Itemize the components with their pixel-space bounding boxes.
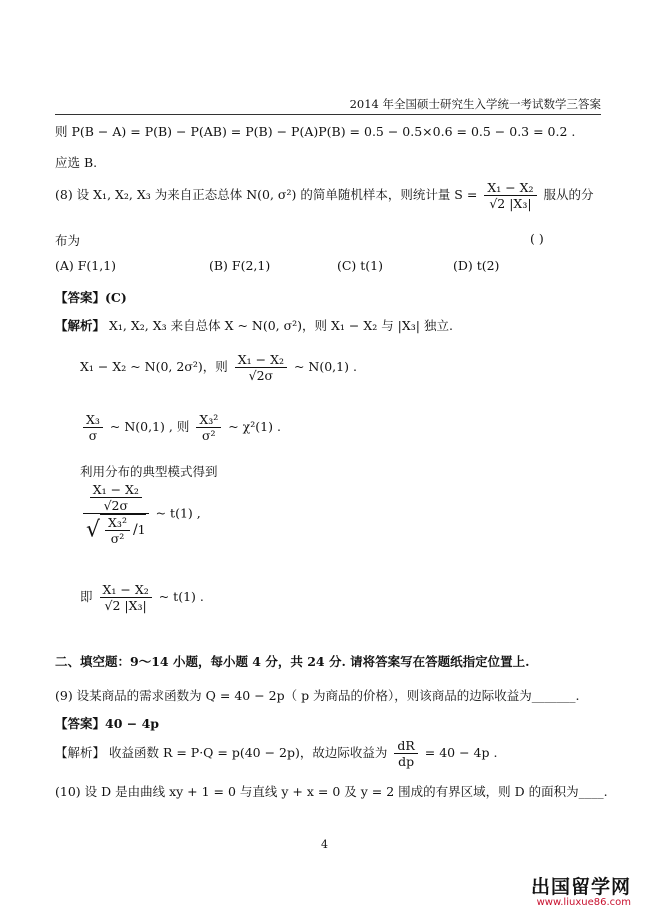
q8-analysis-6-denominator: √2 |X₃| [104,598,147,613]
page-number: 4 [321,838,328,851]
q8-stem-pre: (8) 设 X₁, X₂, X₃ 为来自正态总体 N(0, σ²) 的简单随机样本，则统计量 S = [55,187,478,202]
q8-analysis-3-denominator-2: σ² [202,428,216,443]
watermark [531,872,631,908]
q8-stem-continued: 布为 [55,233,81,248]
q8-analysis-6-pre: 即 [80,589,93,604]
q9-analysis-pre: 【解析】 收益函数 R = P·Q = p(40 − 2p)，故边际收益为 [55,745,388,760]
q8-analysis-label: 【解析】 [55,318,106,333]
watermark-text: 出国留学网 [530,876,631,898]
q8-analysis-6-fraction [100,582,152,613]
q8-analysis-6-post: ~ t(1) . [158,589,204,604]
q8-analysis-3-post: ~ χ²(1) . [228,419,281,434]
q8-analysis-6-numerator: X₁ − X₂ [100,582,152,598]
q8-analysis-2-pre: X₁ − X₂ ~ N(0, 2σ²)，则 [80,359,228,374]
q9-analysis-numerator: dR [394,738,417,754]
q8-option-a: (A) F(1,1) [55,258,117,273]
q9-analysis-denominator: dp [398,754,415,769]
q8-analysis-5-slash: / [132,522,138,538]
page-header: 2014 年全国硕士研究生入学统一考试数学三答案 [55,96,601,115]
q8-option-b: (B) F(2,1) [208,258,271,273]
q8-stem [55,180,594,211]
q8-analysis-6 [80,582,204,613]
q8-analysis-5-root [100,514,146,546]
q8-option-d: (D) t(2) [452,258,500,273]
q8-stem-post: 服从的分 [543,187,594,202]
q8-analysis-2-numerator: X₁ − X₂ [235,352,287,368]
q8-option-c: (C) t(1) [336,258,383,273]
q8-analysis-5-root-one: 1 [137,522,146,537]
q8-options [55,258,499,273]
q8-analysis-1-text: X₁, X₂, X₃ 来自总体 X ~ N(0, σ²)，则 X₁ − X₂ 与 |X₃| 独立. [109,318,453,333]
q9-analysis [55,738,497,769]
q8-fraction-numerator: X₁ − X₂ [484,180,536,196]
q8-analysis-1 [55,316,453,334]
q8-answer-paren: ( ) [530,231,544,246]
q8-analysis-5-numerator: X₁ − X₂ [90,482,142,498]
section-2-title: 二、填空题：9～14 小题，每小题 4 分，共 24 分. 请将答案写在答题纸指定位置上. [55,654,530,669]
q8-analysis-5-inner-fraction [90,482,142,513]
q9-analysis-fraction [394,738,417,769]
q9-stem: (9) 设某商品的需求函数为 Q = 40 − 2p（ p 为商品的价格），则该商品的边际收益为_______. [55,688,580,703]
q10-stem: (10) 设 D 是由曲线 xy + 1 = 0 与直线 y + x = 0 及 y = 2 围成的有界区域，则 D 的面积为____. [55,784,608,799]
q8-analysis-3 [80,412,281,443]
q8-analysis-3-numerator: X₃ [83,412,103,428]
q8-analysis-2-denominator: √2σ [248,368,274,383]
q8-analysis-5-root-fraction [105,515,130,546]
q8-analysis-2 [80,352,357,383]
q7-choice: 应选 B. [55,155,98,170]
q8-analysis-5-denominator: √2σ [103,498,129,513]
q8-analysis-5 [80,482,201,546]
q8-analysis-5-sqrt-sign: √ [86,517,101,543]
q8-analysis-3-fraction-2 [196,412,221,443]
q9-analysis-post: = 40 − 4p . [424,745,498,760]
q8-statistic-fraction [484,180,536,211]
q8-analysis-3-numerator-2: X₃² [196,412,221,428]
q8-analysis-5-root-numerator: X₃² [105,515,130,531]
q8-analysis-3-mid: ~ N(0,1) , 则 [109,419,190,434]
q8-answer: 【答案】(C) [55,290,127,305]
q8-fraction-denominator: √2 |X₃| [489,196,532,211]
q8-analysis-5-big-fraction [83,482,149,546]
q7-probability-line: 则 P(B − A) = P(B) − P(AB) = P(B) − P(A)P(B) = 0.5 − 0.5×0.6 = 0.5 − 0.3 = 0.2 . [55,124,576,139]
q8-analysis-4: 利用分布的典型模式得到 [80,464,218,479]
q8-analysis-5-bottom [83,514,149,546]
watermark-url: www.liuxue86.com [536,897,631,908]
q9-answer: 【答案】40 − 4p [55,716,160,731]
q8-analysis-3-fraction [83,412,103,443]
q8-analysis-3-denominator: σ [88,428,98,443]
q8-analysis-5-top [83,482,149,514]
q8-analysis-2-post: ~ N(0,1) . [293,359,357,374]
q8-analysis-2-fraction [235,352,287,383]
q8-analysis-5-post: ~ t(1) , [155,505,201,521]
q8-analysis-5-root-denominator: σ² [110,531,125,546]
